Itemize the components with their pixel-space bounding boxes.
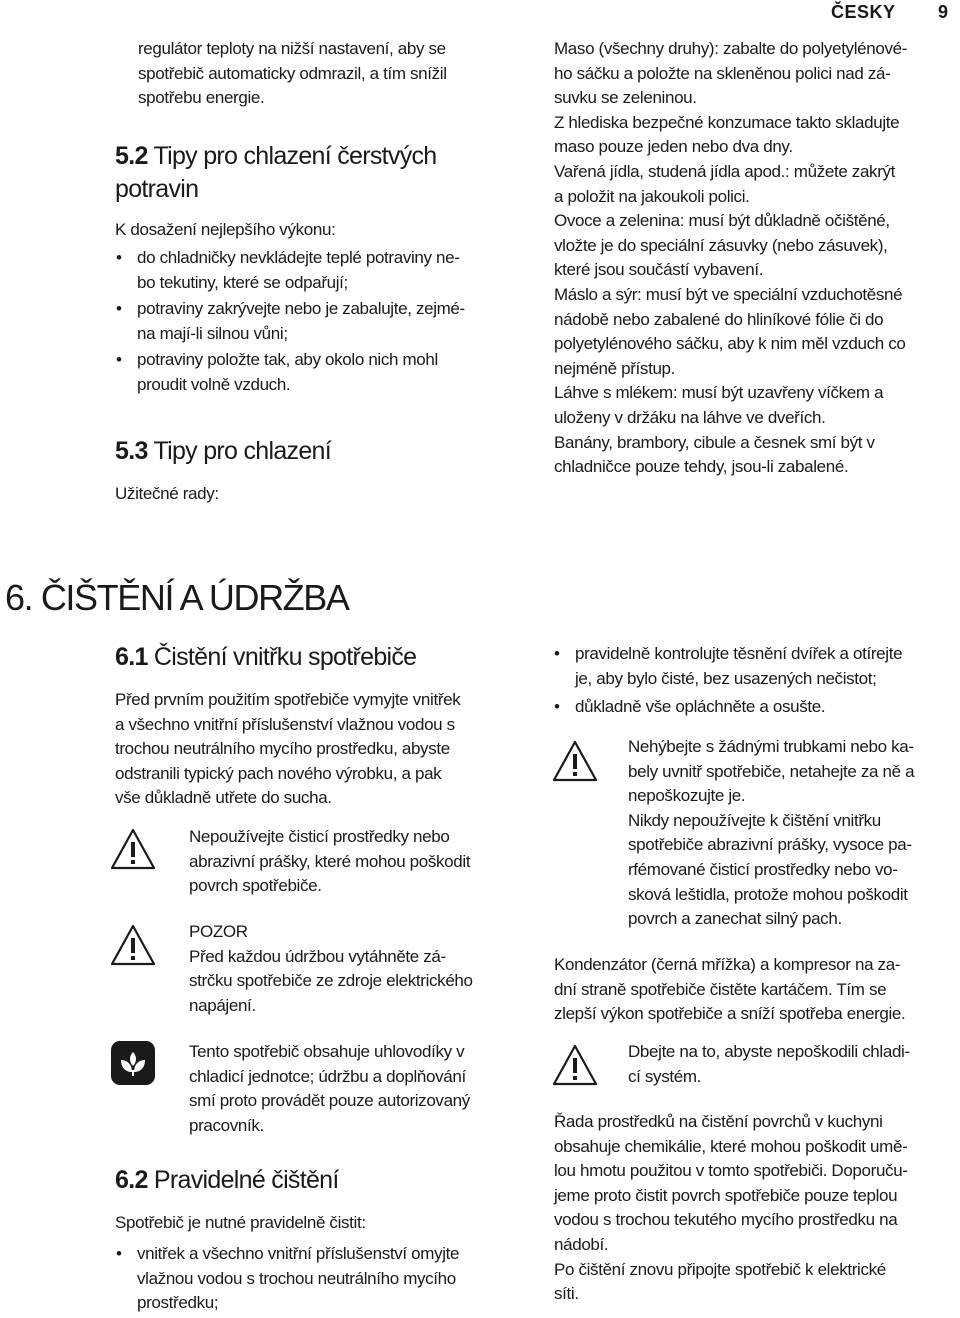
chemicals-paragraph: Řada prostředků na čistění povrchů v kuchyni obsahuje chemikálie, které mohou poškodit umě- lou hmotu použitou v tomto spotřebiči. Doporuču- jeme proto čistit povrch spotřebiče pouze teplou vodou s trochou tekutého mycího prostředku na nádobí. Po čištění znovu připojte spotřebič k elektrické síti. [554,1112,908,1304]
list-item: • do chladničky nevkládejte teplé potraviny ne- bo tekutiny, které se odpařují; [115,246,520,295]
chapter-6-heading: 6. ČIŠTĚNÍ A ÚDRŽBA [5,577,349,618]
section-6-2-intro: Spotřebič je nutné pravidelně čistit: [115,1213,366,1232]
section-number: 5.2 [115,142,148,170]
section-5-2-heading: 5.2 Tipy pro chlazení čerstvých potravin [115,142,437,203]
warning-note-unplug: POZOR Před každou údržbou vytáhněte zá- strčku spotřebiče ze zdroje elektrického napájení. [189,920,529,1018]
page-number: 9 [938,2,949,22]
list-item: • vnitřek a všechno vnitřní příslušenství omyjte vlažnou vodou s trochou neutrálního mycího prostředku; [115,1242,525,1316]
warning-icon [552,1042,598,1088]
list-item: • důkladně vše opláchněte a osušte. [553,695,958,720]
list-item: • potraviny zakrývejte nebo je zabalujte, zejmé- na mají-li silnou vůni; [115,297,520,346]
list-item: • potraviny položte tak, aby okolo nich mohl proudit volně vzduch. [115,348,520,397]
section-6-2-heading: 6.2 Pravidelné čištění [115,1166,339,1194]
section-6-2-list [115,1242,525,1318]
warning-title: POZOR [189,922,248,941]
section-5-2-list [115,246,520,400]
hydrocarbon-note: Tento spotřebič obsahuje uhlovodíky v chladicí jednotce; údržbu a doplňování smí proto provádět pouze autorizovaný pracovník. [189,1042,470,1135]
warning-note-abrasives: Nepoužívejte čisticí prostředky nebo abrazivní prášky, které mohou poškodit povrch spotřebiče. [189,827,471,896]
list-item: • pravidelně kontrolujte těsnění dvířek a otírejte je, aby bylo čisté, bez usazených nečistot; [553,642,958,691]
warning-icon [110,826,156,872]
cleaning-list-continued [553,642,958,722]
section-number: 6.2 [115,1166,148,1194]
warning-note-cooling-system: Dbejte na to, abyste nepoškodili chladi- cí systém. [628,1042,910,1086]
section-5-3-intro: Užitečné rady: [115,484,219,503]
intro-paragraph: regulátor teploty na nižší nastavení, aby se spotřebič automaticky odmrazil, a tím snížil spotřebu energie. [138,39,447,108]
section-6-1-heading: 6.1 Čistění vnitřku spotřebiče [115,643,417,671]
environment-icon [110,1040,156,1086]
condenser-paragraph: Kondenzátor (černá mřížka) a kompresor na za- dní straně spotřebiče čistěte kartáčem. Tím se zlepší výkon spotřebiče a sníží spotřeba energie. [554,955,906,1024]
warning-icon [552,738,598,784]
warning-icon [110,922,156,968]
section-number: 5.3 [115,437,148,465]
storage-tips-paragraph: Maso (všechny druhy): zabalte do polyetylénové- ho sáčku a položte na skleněnou polici nad zá- suvku se zeleninou. Z hlediska bezpečné konzumace takto skladujte maso pouze jeden nebo dva dny. Vařená jídla, studená jídla apod.: můžete zakrýt a položit na jakoukoli polici. Ovoce a zelenina: musí být důkladně očištěné, vložte je do speciální zásuvky (nebo zásuvek), které jsou součástí vybavení. Máslo a sýr: musí být ve speciální vzduchotěsné nádobě nebo zabalené do hliníkové fólie či do polyetylénového sáčku, aby k nim měl vzduch co nejméně přístup. Láhve s mlékem: musí být uzavřeny víčkem a uloženy v držáku na láhve ve dveřích. Banány, brambory, cibule a česnek smí být v chladničce pouze tehdy, jsou-li zabalené. [554,39,908,477]
section-number: 6.1 [115,643,148,671]
section-5-2-intro: K dosažení nejlepšího výkonu: [115,220,336,239]
warning-note-pipes: Nehýbejte s žádnými trubkami nebo ka- bely uvnitř spotřebiče, netahejte za ně a nepoškozujte je. Nikdy nepoužívejte k čištění vnitřku spotřebiče abrazivní prášky, vysoce pa- rfémované čisticí prostředky nebo vo- sková leštidla, protože mohou poškodit povrch a zanechat silný pach. [628,737,915,929]
section-5-3-heading: 5.3 Tipy pro chlazení [115,437,331,465]
page-header-language: ČESKY [831,2,896,22]
section-6-1-paragraph: Před prvním použitím spotřebiče vymyjte vnitřek a všechno vnitřní příslušenství vlažnou vodou s trochou neutrálního mycího prostředku, abyste odstranili typický pach nového výrobku, a pak vše důkladně utřete do sucha. [115,690,461,808]
